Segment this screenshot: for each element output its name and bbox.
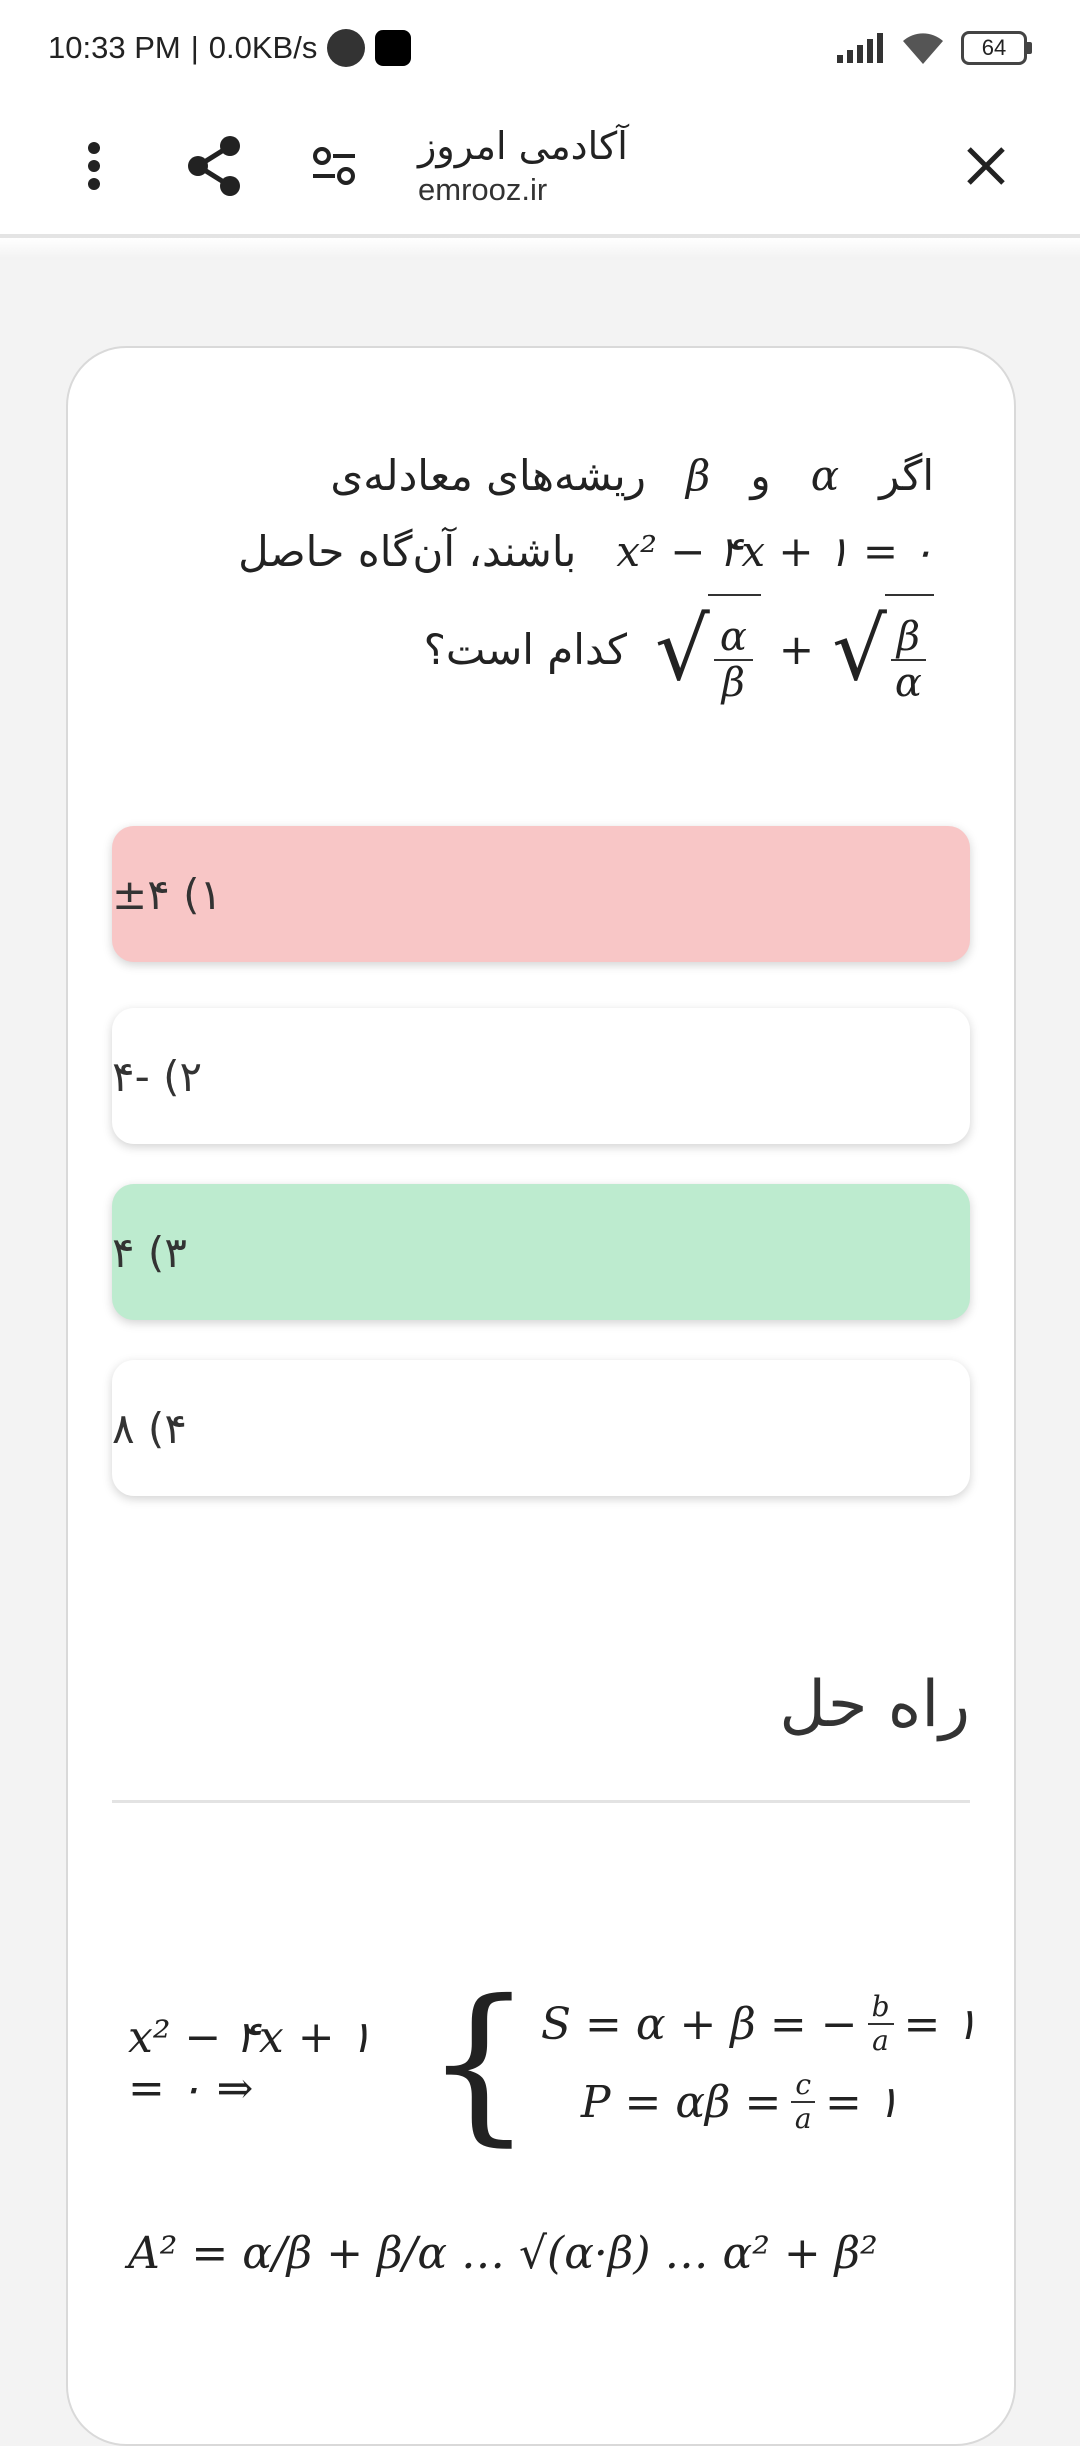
signal-icon (837, 33, 885, 63)
beta-symbol: β (686, 451, 711, 500)
status-separator: | (190, 30, 199, 65)
page-title-block (418, 124, 628, 208)
expression: √ $\frac{\alpha}{\beta}$ + √ $\frac{\beta}{\alpha}$ (655, 594, 934, 705)
equation-system (541, 1991, 978, 2135)
status-bar (0, 0, 1080, 96)
close-icon (965, 145, 1007, 187)
share-button[interactable] (154, 106, 274, 226)
app-notification-icon (375, 30, 411, 66)
site-url: emrooz.ir (418, 172, 548, 207)
site-title: آکادمی امروز (418, 124, 628, 168)
question-line-1: اگر α و β ریشه‌های معادله‌ی (154, 438, 934, 514)
site-settings-button[interactable] (274, 106, 394, 226)
option-2[interactable]: ۲) -۴ (112, 1008, 970, 1144)
more-options-button[interactable] (34, 106, 154, 226)
question-line-2: x² − ۴x + ۱ = ۰ باشند، آن‌گاه حاصل (154, 514, 934, 590)
solution-equation: x² − ۴x + ۱ = ۰ ⇒ { S = α + β = − $\frac{b}{a}$ = ۱ P = αβ = $\frac{c}{a}$ = ۱ (128, 1964, 978, 2162)
option-1[interactable]: ۱) ±۴ (112, 826, 970, 962)
option-3[interactable]: ۳) ۴ (112, 1184, 970, 1320)
solution-title: راه حل (779, 1668, 970, 1742)
solution-equation-2: A² = α/β + β/α … √(α·β) … α² + β² (128, 2228, 878, 2279)
toolbar-actions (34, 106, 628, 226)
status-time: 10:33 PM (48, 30, 181, 65)
wifi-icon (901, 31, 945, 65)
alpha-symbol: α (810, 451, 840, 500)
solution-divider (112, 1800, 970, 1803)
question-card (66, 346, 1016, 2446)
product-of-roots: P = αβ = $\frac{c}{a}$ = ۱ (580, 2068, 900, 2135)
battery-icon (961, 31, 1032, 65)
question-line-3: √ $\frac{\alpha}{\beta}$ + √ $\frac{\beta}{\alpha}$ کدام است؟ (154, 594, 934, 705)
content-shadow (0, 238, 1080, 258)
quadratic-equation: x² − ۴x + ۱ = ۰ (616, 527, 934, 576)
question-text (154, 438, 934, 705)
sum-of-roots: S = α + β = − $\frac{b}{a}$ = ۱ (540, 1990, 978, 2057)
custom-tab-toolbar (0, 96, 1080, 236)
tune-icon (311, 146, 357, 186)
network-speed: 0.0KB/s (208, 30, 318, 65)
share-icon (186, 136, 242, 196)
option-4[interactable]: ۴) ۸ (112, 1360, 970, 1496)
battery-level: 64 (961, 31, 1027, 65)
status-right (837, 31, 1032, 65)
status-left (48, 29, 411, 67)
more-vertical-icon (86, 141, 102, 191)
close-button[interactable] (926, 106, 1046, 226)
vpn-icon (327, 29, 365, 67)
